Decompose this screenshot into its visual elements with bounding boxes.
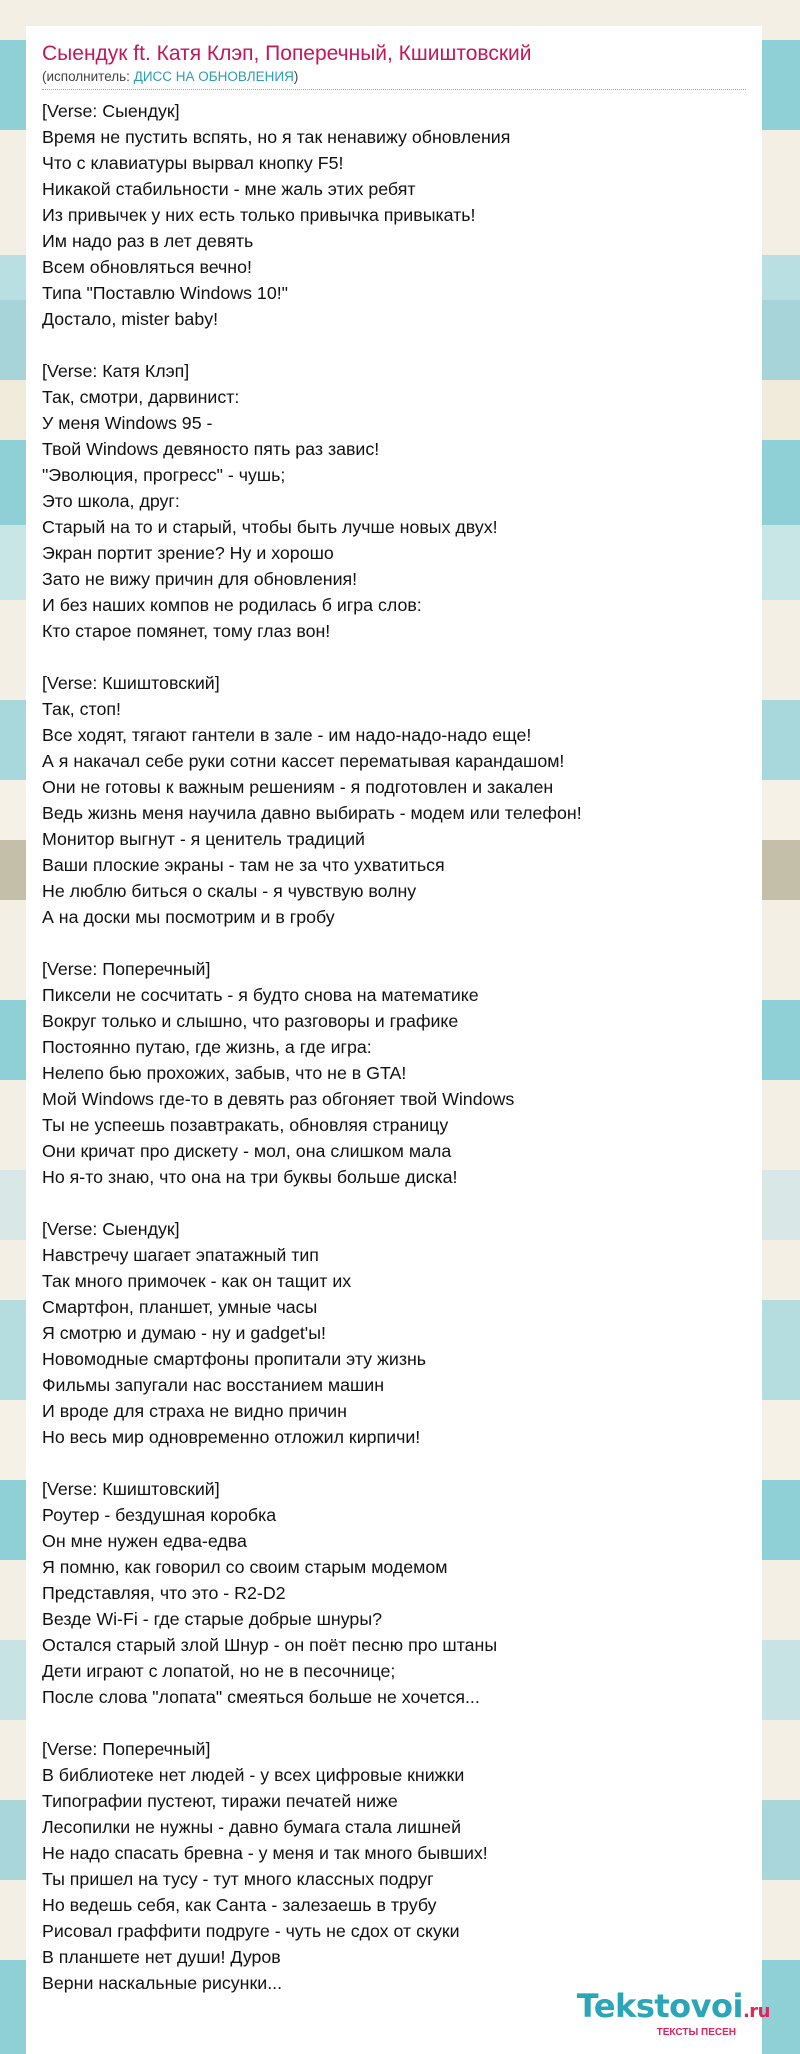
lyric-line: Дети играют с лопатой, но не в песочнице; <box>42 1661 396 1681</box>
lyric-line: Всем обновляться вечно! <box>42 257 252 277</box>
lyric-line: Время не пустить вспять, но я так ненавижу обновления <box>42 127 511 147</box>
lyric-line: Рисовал граффити подруге - чуть не сдох от скуки <box>42 1921 460 1941</box>
lyric-line: Экран портит зрение? Ну и хорошо <box>42 543 334 563</box>
stanza <box>42 1476 746 1710</box>
stanza <box>42 1216 746 1450</box>
site-logo[interactable] <box>577 1989 770 2038</box>
logo-name: Tekstovoi <box>576 1987 743 2025</box>
lyric-line: Старый на то и старый, чтобы быть лучше новых двух! <box>42 517 498 537</box>
verse-heading: [Verse: Сыендук] <box>42 1219 180 1239</box>
lyric-line: Везде Wi-Fi - где старые добрые шнуры? <box>42 1609 382 1629</box>
logo-tagline: ТЕКСТЫ ПЕСЕН <box>656 2027 736 2038</box>
lyric-line: А я накачал себе руки сотни кассет перематывая карандашом! <box>42 751 565 771</box>
stanza <box>42 98 746 332</box>
lyric-line: Я смотрю и думаю - ну и gadget'ы! <box>42 1323 326 1343</box>
verse-heading: [Verse: Кшиштовский] <box>42 1479 220 1499</box>
lyric-line: Ведь жизнь меня научила давно выбирать - модем или телефон! <box>42 803 582 823</box>
lyric-line: Вокруг только и слышно, что разговоры и графике <box>42 1011 459 1031</box>
verse-heading: [Verse: Поперечный] <box>42 1739 211 1759</box>
lyric-line: Но я-то знаю, что она на три буквы больше диска! <box>42 1167 458 1187</box>
lyric-line: В планшете нет души! Дуров <box>42 1947 281 1967</box>
logo-tld: .ru <box>742 2001 770 2022</box>
lyric-line: Роутер - бездушная коробка <box>42 1505 277 1525</box>
artist-suffix: ) <box>293 69 299 84</box>
lyric-line: Типа "Поставлю Windows 10!" <box>42 283 288 303</box>
lyric-line: Они не готовы к важным решениям - я подготовлен и закален <box>42 777 554 797</box>
lyric-line: Так, стоп! <box>42 699 121 719</box>
verse-heading: [Verse: Сыендук] <box>42 101 180 121</box>
lyric-line: Ваши плоские экраны - там не за что ухватиться <box>42 855 445 875</box>
lyric-line: А на доски мы посмотрим и в гробу <box>42 907 335 927</box>
artist-prefix: (исполнитель: <box>42 69 134 84</box>
artist-byline <box>42 68 746 90</box>
artist-link[interactable]: ДИСС НА ОБНОВЛЕНИЯ <box>133 69 294 84</box>
verse-heading: [Verse: Катя Клэп] <box>42 361 190 381</box>
lyric-line: Но ведешь себя, как Санта - залезаешь в трубу <box>42 1895 437 1915</box>
lyric-line: Лесопилки не нужны - давно бумага стала лишней <box>42 1817 462 1837</box>
lyric-line: Смартфон, планшет, умные часы <box>42 1297 318 1317</box>
stanza <box>42 358 746 644</box>
lyric-line: Постоянно путаю, где жизнь, а где игра: <box>42 1037 372 1057</box>
lyric-line: Нелепо бью прохожих, забыв, что не в GTA! <box>42 1063 407 1083</box>
lyric-line: Им надо раз в лет девять <box>42 231 254 251</box>
lyrics-body <box>42 98 746 1996</box>
lyric-line: Навстречу шагает эпатажный тип <box>42 1245 319 1265</box>
verse-heading: [Verse: Поперечный] <box>42 959 211 979</box>
lyric-line: Кто старое помянет, тому глаз вон! <box>42 621 331 641</box>
lyric-line: Не люблю биться о скалы - я чувствую волну <box>42 881 417 901</box>
lyric-line: Они кричат про дискету - мол, она слишком мала <box>42 1141 452 1161</box>
lyric-line: Не надо спасать бревна - у меня и так много бывших! <box>42 1843 488 1863</box>
lyric-line: Это школа, друг: <box>42 491 180 511</box>
lyric-line: Типографии пустеют, тиражи печатей ниже <box>42 1791 398 1811</box>
lyric-line: Новомодные смартфоны пропитали эту жизнь <box>42 1349 427 1369</box>
lyric-line: Пиксели не сосчитать - я будто снова на математике <box>42 985 479 1005</box>
song-title: Сыендук ft. Катя Клэп, Поперечный, Кшиштовский <box>42 42 532 65</box>
lyric-line: Так, смотри, дарвинист: <box>42 387 240 407</box>
lyric-line: Монитор выгнут - я ценитель традиций <box>42 829 365 849</box>
lyric-line: Все ходят, тягают гантели в зале - им надо-надо-надо еще! <box>42 725 532 745</box>
lyric-line: Ты не успеешь позавтракать, обновляя страницу <box>42 1115 449 1135</box>
logo-wordmark <box>577 1989 770 2029</box>
lyric-line: Остался старый злой Шнур - он поёт песню про штаны <box>42 1635 498 1655</box>
lyric-line: И без наших компов не родилась б игра слов: <box>42 595 422 615</box>
lyric-line: Фильмы запугали нас восстанием машин <box>42 1375 385 1395</box>
verse-heading: [Verse: Кшиштовский] <box>42 673 220 693</box>
lyric-line: И вроде для страха не видно причин <box>42 1401 347 1421</box>
lyric-line: Из привычек у них есть только привычка привыкать! <box>42 205 476 225</box>
lyric-line: Но весь мир одновременно отложил кирпичи! <box>42 1427 421 1447</box>
stanza <box>42 956 746 1190</box>
lyric-line: Так много примочек - как он тащит их <box>42 1271 352 1291</box>
lyric-line: Зато не вижу причин для обновления! <box>42 569 358 589</box>
stanza <box>42 670 746 930</box>
stanza <box>42 1736 746 1996</box>
lyric-line: Мой Windows где-то в девять раз обгоняет твой Windows <box>42 1089 515 1109</box>
lyric-line: Я помню, как говорил со своим старым модемом <box>42 1557 448 1577</box>
lyric-line: Ты пришел на тусу - тут много классных подруг <box>42 1869 434 1889</box>
lyric-line: Верни наскальные рисунки... <box>42 1973 283 1993</box>
lyric-line: После слова "лопата" смеяться больше не хочется... <box>42 1687 480 1707</box>
lyric-line: У меня Windows 95 - <box>42 413 213 433</box>
lyrics-page <box>26 26 762 2054</box>
lyric-line: "Эволюция, прогресс" - чушь; <box>42 465 286 485</box>
lyric-line: Что с клавиатуры вырвал кнопку F5! <box>42 153 344 173</box>
lyric-line: В библиотеке нет людей - у всех цифровые книжки <box>42 1765 465 1785</box>
lyric-line: Никакой стабильности - мне жаль этих ребят <box>42 179 416 199</box>
lyric-line: Он мне нужен едва-едва <box>42 1531 247 1551</box>
lyric-line: Достало, mister baby! <box>42 309 219 329</box>
lyric-line: Представляя, что это - R2-D2 <box>42 1583 286 1603</box>
lyric-line: Твой Windows девяносто пять раз завис! <box>42 439 380 459</box>
